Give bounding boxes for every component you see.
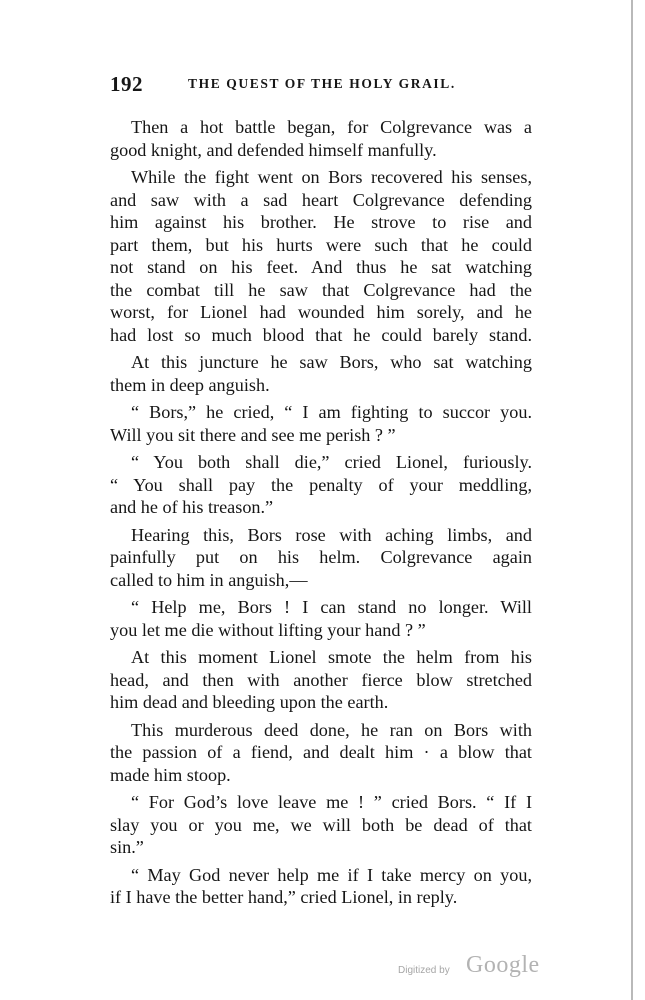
text-line: “ For God’s love leave me ! ” cried Bors. “ If I [131,792,532,812]
text-line: worst, for Lionel had wounded him sorely, and he [110,302,532,322]
text-line: slay you or you me, we will both be dead of that [110,814,532,835]
text-line: sin.” [110,837,144,857]
text-line: This murderous deed done, he ran on Bors with [131,719,532,740]
text-line: had lost so much blood that he could barely stand. [110,324,532,345]
text-line: At this juncture he saw Bors, who sat watching [131,352,532,372]
text-line: made him stoop. [110,764,231,785]
text-line: “ Bors,” he cried, “ I am fighting to succor you. [131,402,532,422]
text-line: them in deep anguish. [110,374,270,395]
text-line: “ Help me, Bors ! I can stand no longer. Will [131,597,532,617]
page-header [110,72,530,102]
text-line: While the fight went on Bors recovered his senses, [131,167,532,187]
text-line: him dead and bleeding upon the earth. [110,692,389,712]
page-edge-line [631,0,633,1000]
text-line: and saw with a sad heart Colgrevance defending [110,189,532,210]
text-line: the combat till he saw that Colgrevance had the [110,279,532,300]
text-line: good knight, and defended himself manfully. [110,139,437,160]
text-line: At this moment Lionel smote the helm from his [131,647,532,667]
body-text [110,116,532,909]
text-line: painfully put on his helm. Colgrevance again [110,547,532,567]
text-line: “ You both shall die,” cried Lionel, furiously. [131,452,532,472]
text-line: not stand on his feet. And thus he sat watching [110,257,532,277]
text-line: the passion of a fiend, and dealt him · a blow that [110,742,532,762]
watermark-logo: Google [466,952,540,978]
text-line: if I have the better hand,” cried Lionel, in reply. [110,887,458,907]
text-line: head, and then with another fierce blow stretched [110,669,532,690]
text-line: “ You shall pay the penalty of your meddling, [110,474,532,495]
text-line: you let me die without lifting your hand ? ” [110,619,426,640]
watermark-prefix: Digitized by [398,965,450,976]
page-number: 192 [110,72,143,96]
digitization-watermark [398,952,548,982]
text-line: Will you sit there and see me perish ? ” [110,424,396,445]
text-line: called to him in anguish,— [110,569,308,590]
text-line: Then a hot battle began, for Colgrevance was a [131,117,532,137]
text-line: and he of his treason.” [110,497,274,517]
text-line: “ May God never help me if I take mercy on you, [131,864,532,885]
running-title: THE QUEST OF THE HOLY GRAIL. [188,76,456,91]
text-line: him against his brother. He strove to rise and [110,212,532,232]
text-line: part them, but his hurts were such that he could [110,234,532,255]
text-line: Hearing this, Bors rose with aching limbs, and [131,524,532,545]
